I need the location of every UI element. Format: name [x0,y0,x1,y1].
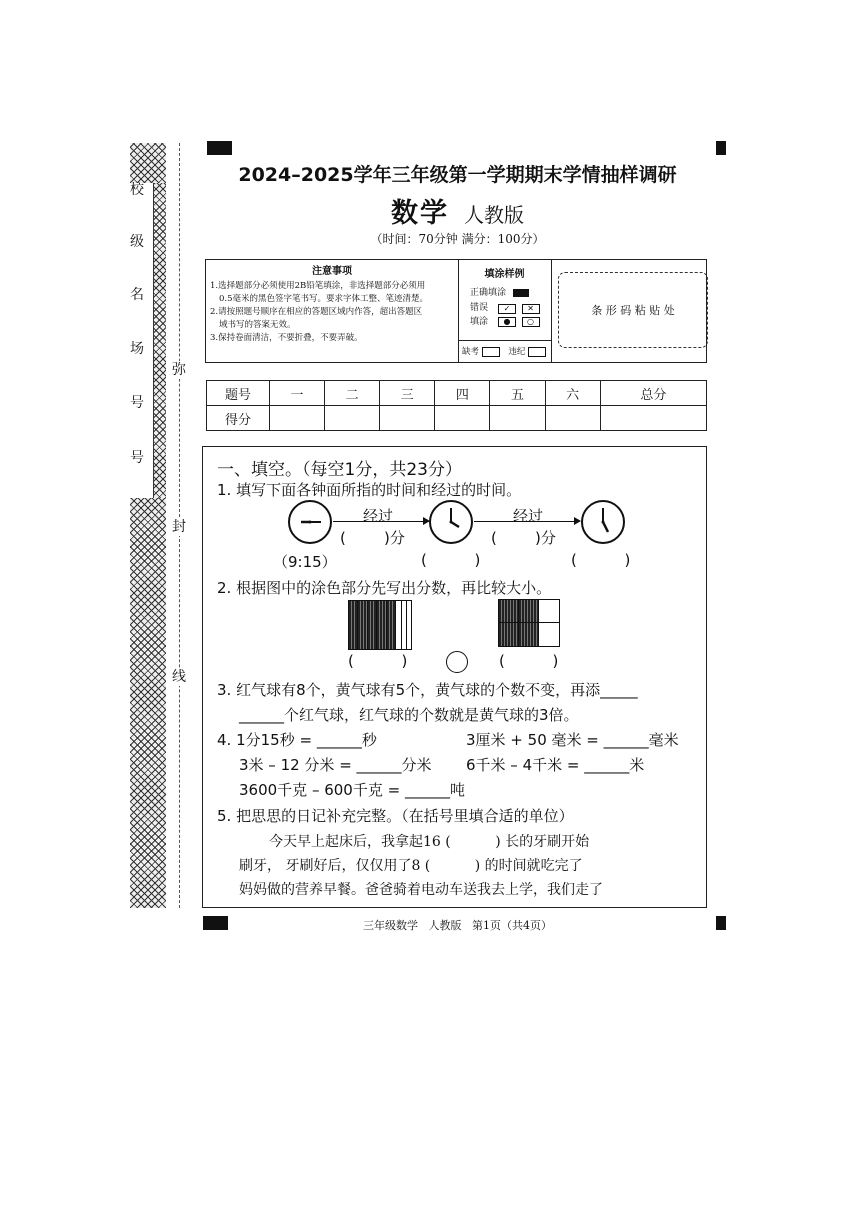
fraction-cell [407,601,411,649]
correct-fill-label: 正确填涂 [470,288,507,298]
question-5: 5. 把思思的日记补充完整。（在括号里填合适的单位） [217,807,574,825]
question-4b: 3厘米 + 50 毫米 = ______毫米 [466,731,679,749]
label-name: 名 [130,287,144,303]
absent-label: 缺考 [462,347,480,357]
fraction-cell [387,601,396,649]
dot-box-icon: ● [498,317,516,327]
section-title: 一、填空。（每空1分，共23分） [217,460,462,480]
label-school: 校 [130,182,144,198]
fraction-cell [519,600,539,623]
time-answer-3[interactable]: ( ) [571,551,631,569]
barcode-label: 条 形 码 粘 贴 处 [591,304,675,317]
score-cell[interactable] [325,406,380,431]
fraction-cell [368,601,377,649]
diary-line-3: 妈妈做的营养早餐。爸爸骑着电动车送我去上学，我们走了 [239,882,603,898]
question-area [202,446,707,908]
fraction-cell [377,601,386,649]
fill-sample-heading: 填涂样例 [484,269,525,280]
absent-box[interactable] [482,347,500,357]
score-cell[interactable] [600,406,706,431]
diary-line-2: 刷牙， 牙刷好后，仅仅用了8 ( ) 的时间就吃完了 [239,858,583,874]
notice-box [205,259,707,363]
notice-item: 1.选择题部分必须使用2B铅笔填涂，非选择题部分必须用 [210,281,426,291]
score-header: 一 [270,381,325,406]
label-class: 级 [130,234,144,250]
fraction-cell [358,601,367,649]
subject-title: 数学 [390,198,449,229]
notice-item: 域书写的答案无效。 [219,320,296,330]
question-4c: 3米 – 12 分米 = ______分米 [239,756,432,774]
score-header: 五 [490,381,545,406]
score-cell[interactable] [435,406,490,431]
wrong-fill-label-2: 填涂 [470,317,489,327]
score-header-row [207,381,707,406]
wrong-fill-row [470,301,488,329]
clock-icon [288,500,332,544]
clock-face-3 [583,502,623,542]
edition-label: 人教版 [464,203,525,227]
elapsed-blank[interactable]: ( )分 [491,529,556,547]
clock-face-2 [431,502,471,542]
notice-column [206,260,459,362]
check-box-icon: ✓ [498,304,516,314]
score-row-label: 得分 [207,406,270,431]
registration-mark-br [716,916,726,930]
registration-mark-tl [207,141,232,155]
compare-circle[interactable] [446,651,468,673]
fraction-bar-left [348,600,412,650]
score-row [207,406,707,431]
elapsed-label: 经过 [513,507,544,525]
question-2: 2. 根据图中的涂色部分先写出分数，再比较大小。 [217,579,552,597]
fraction-cell [539,600,559,623]
seal-label-3: 线 [172,669,186,685]
score-header: 题号 [207,381,270,406]
elapsed-label: 经过 [363,507,394,525]
time-answer-1: （9:15） [273,553,337,571]
question-4d: 6千米 – 4千米 = ______米 [466,756,645,774]
clock-icon [581,500,625,544]
question-1: 1. 填写下面各钟面所指的时间和经过的时间。 [217,481,522,499]
clock-face-1 [290,502,330,542]
notice-item: 3.保持卷面清洁，不要折叠，不要弄破。 [210,333,363,343]
label-exam-no: 号 [130,450,144,466]
time-answer-2[interactable]: ( ) [421,551,481,569]
elapsed-blank[interactable]: ( )分 [340,529,405,547]
correct-fill-row [470,285,529,298]
question-4e: 3600千克 – 600千克 = ______吨 [239,781,465,799]
absent-violation-row [458,340,551,357]
score-cell[interactable] [380,406,435,431]
score-cell[interactable] [545,406,600,431]
clock-icon [429,500,473,544]
score-header: 三 [380,381,435,406]
barcode-column [551,260,706,362]
registration-mark-tr [716,141,726,155]
score-cell[interactable] [270,406,325,431]
filled-box-icon [513,289,529,297]
score-table [206,380,707,431]
wrong-fill-label: 错误 [470,303,489,313]
circle-box-icon: ○ [522,317,540,327]
binding-form [130,183,154,498]
notice-heading: 注意事项 [312,266,352,277]
page-footer: 三年级数学 人教版 第1页（共4页） [363,919,552,932]
question-4a: 4. 1分15秒 = ______秒 [217,731,377,749]
arrow-head-icon [423,517,430,525]
notice-item: 0.5毫米的黑色签字笔书写。要求字体工整、笔迹清楚。 [219,294,429,304]
binding-hatch-bottom [130,498,166,908]
violation-box[interactable] [528,347,546,357]
fraction-cell [539,623,559,646]
fraction-blank-right[interactable]: ( ) [499,652,559,670]
score-header: 二 [325,381,380,406]
subject-line [205,191,710,230]
time-info: （时间：70分钟 满分：100分） [370,232,545,246]
fill-sample-column [458,260,552,362]
seal-label-1: 弥 [172,362,186,378]
score-cell[interactable] [490,406,545,431]
label-seat-no: 号 [130,395,144,411]
binding-hatch-top [130,143,166,183]
arrow-head-icon [574,517,581,525]
score-header: 总分 [600,381,706,406]
barcode-area [558,272,708,348]
score-header: 六 [545,381,600,406]
label-exam-room: 场 [130,341,144,357]
fraction-box-right [498,599,560,647]
seal-label-2: 封 [172,519,186,535]
diary-line-1: 今天早上起床后，我拿起16 ( ) 长的牙刷开始 [269,834,590,850]
score-header: 四 [435,381,490,406]
notice-item: 2.请按照题号顺序在相应的答题区域内作答，超出答题区 [210,307,423,317]
binding-hatch-side [153,183,166,498]
cross-box-icon: ✕ [522,304,540,314]
question-3-line1: 3. 红气球有8个，黄气球有5个，黄气球的个数不变，再添_____ [217,681,638,699]
fraction-cell [499,600,519,623]
violation-label: 违纪 [508,347,526,357]
fraction-cell [519,623,539,646]
exam-title: 2024–2025学年三年级第一学期期末学情抽样调研 [238,164,677,186]
fraction-cell [499,623,519,646]
wrong-fill-examples [498,302,540,328]
fraction-blank-left[interactable]: ( ) [348,652,408,670]
fraction-cell [349,601,358,649]
question-3-line2: ______个红气球，红气球的个数就是黄气球的3倍。 [239,706,579,724]
